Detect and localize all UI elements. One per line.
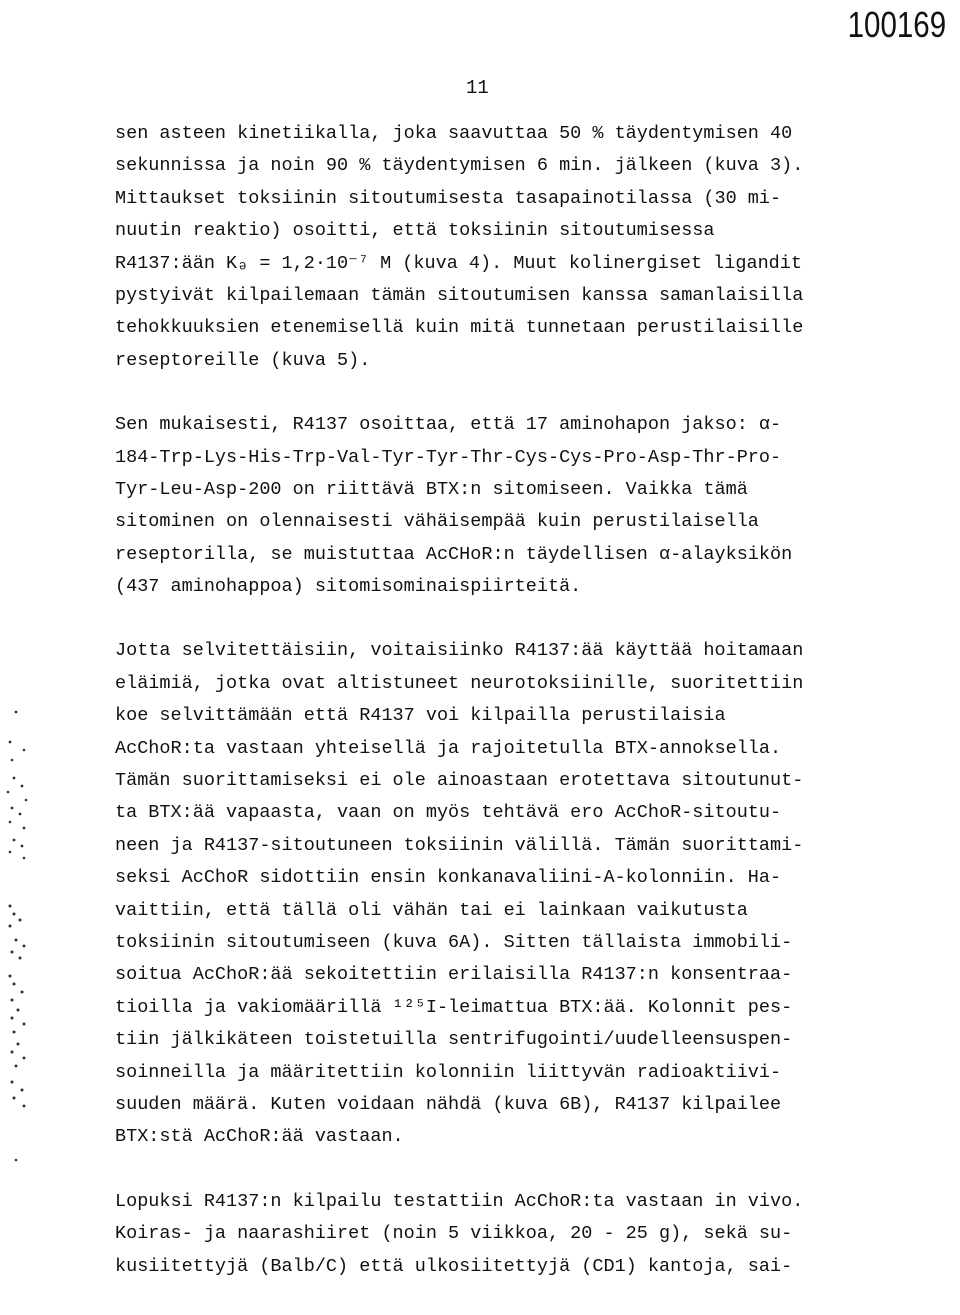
- text-line: toksiinin sitoutumiseen (kuva 6A). Sitten tällaista immobili-: [115, 931, 793, 953]
- text-line: eläimiä, jotka ovat altistuneet neurotoksiinille, suoritettiin: [115, 672, 804, 694]
- text-line: seksi AcChoR sidottiin ensin konkanavaliini-A-kolonniin. Ha-: [115, 867, 782, 889]
- text-line: R4137:ään Kₔ = 1,2·10⁻⁷ M (kuva 4). Muut kolinergiset ligandit: [115, 252, 802, 274]
- text-line: tioilla ja vakiomäärillä ¹²⁵I-leimattua BTX:ää. Kolonnit pes-: [115, 996, 793, 1018]
- text-line: suuden määrä. Kuten voidaan nähdä (kuva 6B), R4137 kilpailee: [115, 1093, 782, 1115]
- text-line: AcChoR:ta vastaan yhteisellä ja rajoitetulla BTX-annoksella.: [115, 737, 782, 759]
- text-line: sitominen on olennaisesti vähäisempää kuin perustilaisella: [115, 511, 759, 533]
- text-line: tiin jälkikäteen toistetuilla sentrifugointi/uudelleensuspen-: [115, 1029, 793, 1051]
- text-line: BTX:stä AcChoR:ää vastaan.: [115, 1126, 404, 1148]
- paragraph: [115, 118, 945, 377]
- text-line: 184-Trp-Lys-His-Trp-Val-Tyr-Tyr-Thr-Cys-Cys-Pro-Asp-Thr-Pro-: [115, 446, 782, 468]
- document-body: [115, 118, 945, 1315]
- text-line: soitua AcChoR:ää sekoitettiin erilaisilla R4137:n konsentraa-: [115, 964, 793, 986]
- text-line: vaittiin, että tällä oli vähän tai ei lainkaan vaikutusta: [115, 899, 748, 921]
- text-line: Lopuksi R4137:n kilpailu testattiin AcChoR:ta vastaan in vivo.: [115, 1190, 804, 1212]
- text-line: nuutin reaktio) osoitti, että toksiinin sitoutumisessa: [115, 220, 715, 242]
- text-line: Tämän suorittamiseksi ei ole ainoastaan erotettava sitoutunut-: [115, 770, 804, 792]
- text-line: sekunnissa ja noin 90 % täydentymisen 6 min. jälkeen (kuva 3).: [115, 155, 804, 177]
- text-line: Mittaukset toksiinin sitoutumisesta tasapainotilassa (30 mi-: [115, 187, 782, 209]
- text-line: Jotta selvitettäisiin, voitaisiinko R4137:ää käyttää hoitamaan: [115, 640, 804, 662]
- text-line: reseptoreille (kuva 5).: [115, 349, 371, 371]
- text-line: pystyivät kilpailemaan tämän sitoutumisen kanssa samanlaisilla: [115, 284, 804, 306]
- paragraph: [115, 409, 945, 603]
- text-line: Sen mukaisesti, R4137 osoittaa, että 17 aminohapon jakso: α-: [115, 414, 782, 436]
- text-line: koe selvittämään että R4137 voi kilpailla perustilaisia: [115, 705, 726, 727]
- text-line: sen asteen kinetiikalla, joka saavuttaa 50 % täydentymisen 40: [115, 123, 793, 144]
- text-line: (437 aminohappoa) sitomisominaispiirteitä.: [115, 576, 582, 598]
- margin-dot-marks: [0, 0, 120, 1281]
- text-line: reseptorilla, se muistuttaa AcCHoR:n täydellisen α-alayksikön: [115, 543, 793, 565]
- page-number: 11: [466, 77, 489, 99]
- paragraph: [115, 635, 945, 1153]
- text-line: soinneilla ja määritettiin kolonniin liittyvän radioaktiivi-: [115, 1061, 782, 1083]
- text-line: tehokkuuksien etenemisellä kuin mitä tunnetaan perustilaisille: [115, 317, 804, 339]
- paragraph: [115, 1186, 945, 1283]
- document-number: 100169: [847, 4, 946, 45]
- text-line: Koiras- ja naarashiiret (noin 5 viikkoa, 20 - 25 g), sekä su-: [115, 1223, 793, 1245]
- text-line: kusiitettyjä (Balb/C) että ulkosiitettyjä (CD1) kantoja, sai-: [115, 1255, 793, 1277]
- text-line: ta BTX:ää vapaasta, vaan on myös tehtävä ero AcChoR-sitoutu-: [115, 802, 782, 824]
- text-line: neen ja R4137-sitoutuneen toksiinin välillä. Tämän suorittami-: [115, 834, 804, 856]
- text-line: Tyr-Leu-Asp-200 on riittävä BTX:n sitomiseen. Vaikka tämä: [115, 478, 748, 500]
